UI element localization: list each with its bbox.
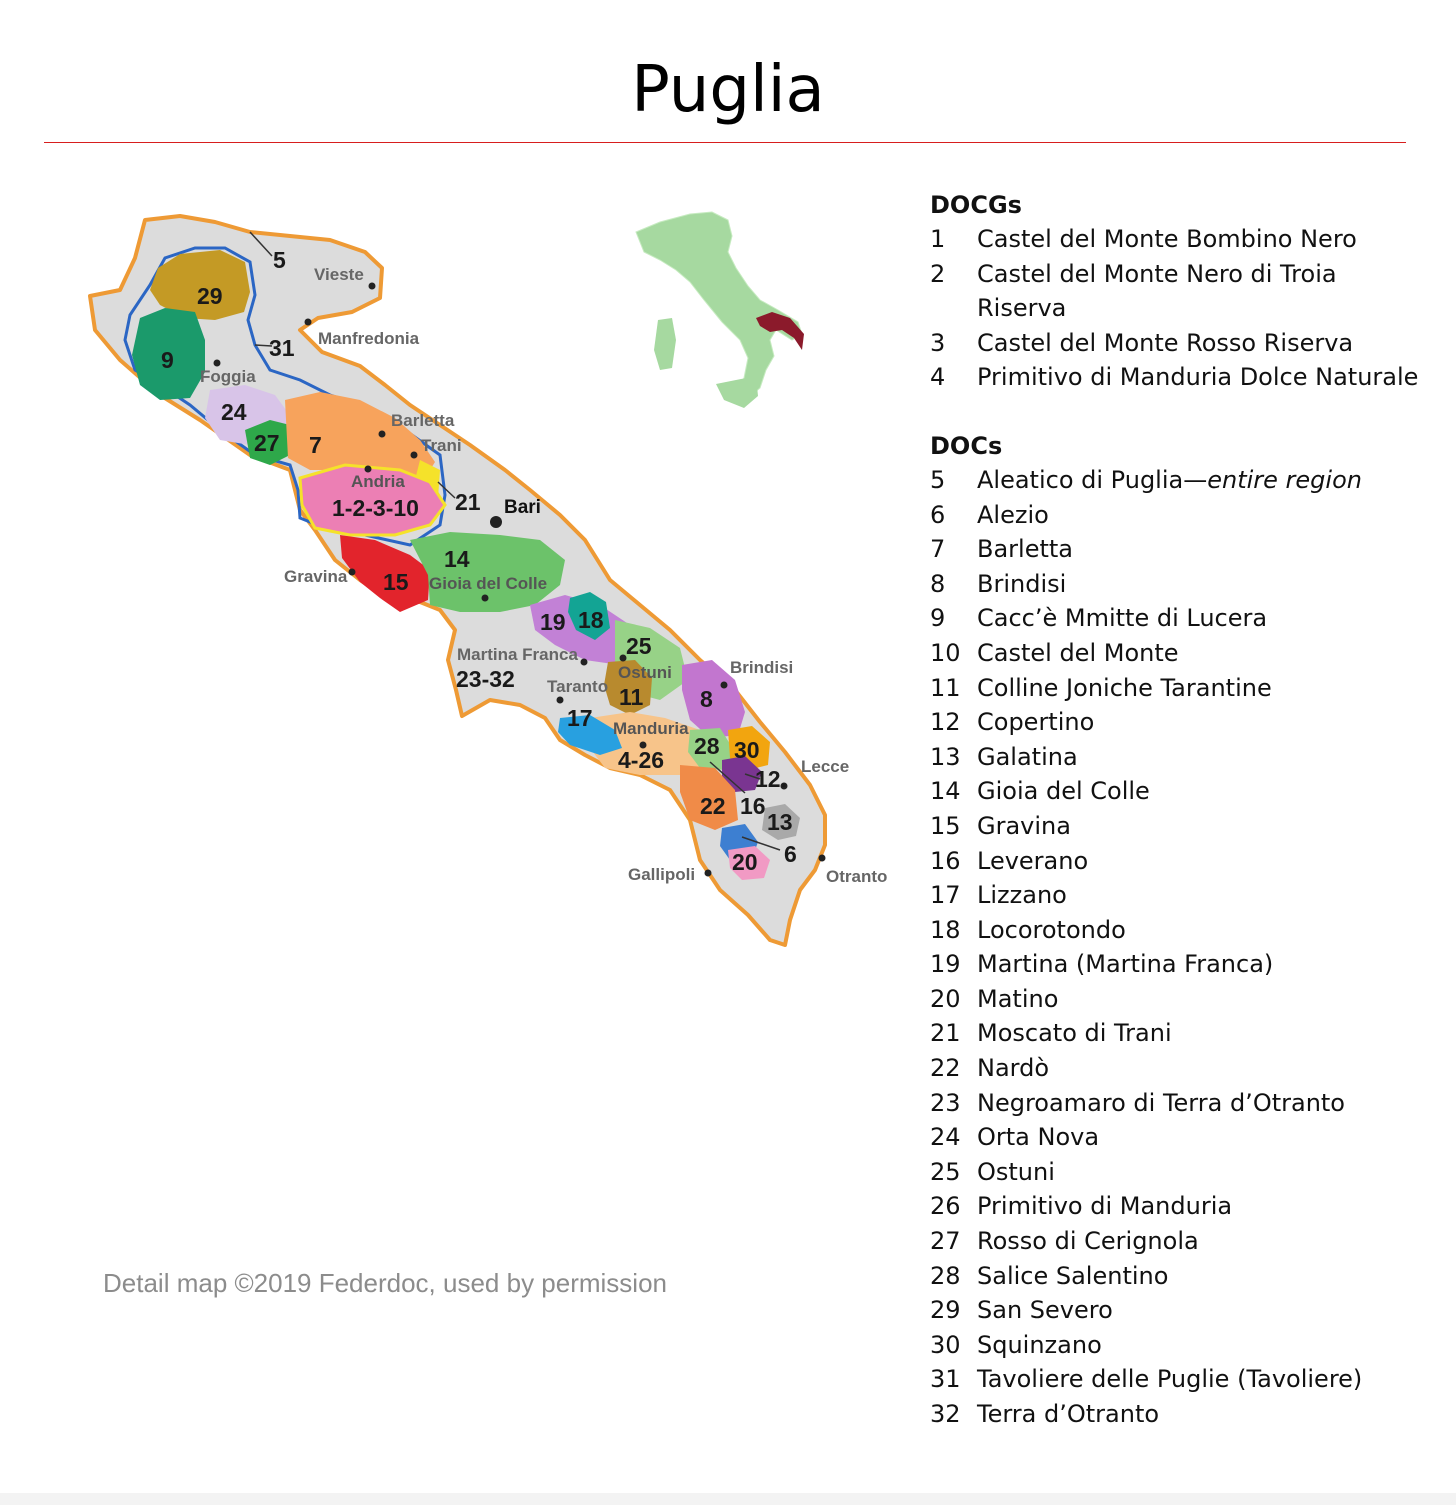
legend-item-label: Cacc’è Mmitte di Lucera <box>977 604 1268 633</box>
legend-item-number: 17 <box>930 881 961 910</box>
zone-7-number: 7 <box>309 432 322 458</box>
doc-heading: DOCs <box>930 431 1003 460</box>
legend-item-number: 22 <box>930 1054 961 1083</box>
legend-item-number: 3 <box>930 328 946 357</box>
vieste-label: Vieste <box>314 265 364 284</box>
page-title: Puglia <box>631 53 825 127</box>
legend-item <box>930 1362 1430 1397</box>
legend-item <box>930 222 1430 257</box>
legend-item-label: Alezio <box>977 500 1049 529</box>
zone-1-2-3-10-number: 1-2-3-10 <box>332 495 419 521</box>
docg-heading: DOCGs <box>930 191 1022 219</box>
legend-item-name <box>977 774 1430 809</box>
legend-item-name <box>977 1155 1430 1190</box>
legend-item <box>930 463 1430 498</box>
legend-item-number: 16 <box>930 846 961 875</box>
andria-label: Andria <box>351 472 405 491</box>
legend-item <box>930 1016 1430 1051</box>
zone-27-number: 27 <box>254 430 280 456</box>
zone-18-number: 18 <box>578 607 604 633</box>
lecce-label: Lecce <box>801 757 850 776</box>
legend-item-name <box>977 913 1430 948</box>
legend-item <box>930 360 1430 395</box>
legend-item <box>930 1051 1430 1086</box>
legend-item-number: 14 <box>930 777 961 806</box>
zone-5-number: 5 <box>273 247 286 273</box>
legend-item-number: 13 <box>930 742 961 771</box>
legend-item-name <box>977 532 1430 567</box>
zone-16-number: 16 <box>740 793 766 819</box>
zone-9-number: 9 <box>161 347 174 373</box>
legend-item-note: entire region <box>1207 465 1362 494</box>
manfredonia-dot <box>305 319 312 326</box>
legend-item-name <box>977 1189 1430 1224</box>
legend-item <box>930 326 1430 361</box>
legend-item-label: Tavoliere delle Puglie (Tavoliere) <box>977 1365 1363 1394</box>
legend-item <box>930 532 1430 567</box>
legend-item-number: 8 <box>930 569 946 598</box>
legend-item-label: Castel del Monte <box>977 638 1179 667</box>
legend-item-name <box>977 326 1430 361</box>
gioia-dot <box>482 595 489 602</box>
legend-item-number: 9 <box>930 604 946 633</box>
manfredonia-label: Manfredonia <box>318 329 420 348</box>
legend-item-label: Castel del Monte Nero di Troia Riserva <box>977 259 1337 323</box>
legend-item-number: 32 <box>930 1400 961 1428</box>
zone-17-number: 17 <box>567 705 593 731</box>
zone-15-number: 15 <box>383 569 409 595</box>
legend-item <box>930 740 1430 775</box>
docg-list <box>930 222 1430 395</box>
legend-item <box>930 601 1430 636</box>
legend-item-number: 30 <box>930 1330 961 1359</box>
manduria-label: Manduria <box>613 719 689 738</box>
legend-item-number: 12 <box>930 708 961 737</box>
legend-item-name <box>977 1120 1430 1155</box>
legend-item <box>930 878 1430 913</box>
taranto-dot <box>557 697 564 704</box>
legend-item-name <box>977 360 1430 395</box>
legend-item-label: Ostuni <box>977 1157 1055 1186</box>
legend-item-label: Moscato di Trani <box>977 1019 1172 1048</box>
legend-item-number: 26 <box>930 1192 961 1221</box>
legend-item-name <box>977 1362 1430 1397</box>
bari-dot <box>490 516 502 528</box>
legend-item-label: San Severo <box>977 1296 1113 1325</box>
legend-item-name <box>977 463 1430 498</box>
martina-label: Martina Franca <box>457 645 578 664</box>
legend-item-label: Copertino <box>977 708 1095 737</box>
brindisi-label: Brindisi <box>730 658 794 677</box>
zone-8-number: 8 <box>700 686 713 712</box>
legend-item-name <box>977 844 1430 879</box>
title-divider <box>44 142 1406 143</box>
legend-item-name <box>977 1224 1430 1259</box>
legend-item-label: Brindisi <box>977 569 1067 598</box>
zone-23-32-number: 23-32 <box>456 666 515 692</box>
legend-item-name <box>977 740 1430 775</box>
puglia-map <box>70 190 900 950</box>
legend-item <box>930 1397 1430 1432</box>
legend-item-label: Gioia del Colle <box>977 777 1150 806</box>
legend-item-name <box>977 1086 1430 1121</box>
legend-item-number: 5 <box>930 465 946 494</box>
legend-item-number: 23 <box>930 1088 961 1117</box>
barletta-dot <box>379 431 386 438</box>
zone-12-number: 12. <box>755 766 787 792</box>
legend-item <box>930 844 1430 879</box>
zone-31-number: 31 <box>269 335 295 361</box>
legend-item-name <box>977 257 1430 326</box>
gravina-dot <box>349 569 356 576</box>
gallipoli-label: Gallipoli <box>628 865 696 884</box>
bottom-strip <box>0 1493 1456 1505</box>
legend-item-label: Primitivo di Manduria Dolce Naturale <box>977 363 1419 392</box>
legend-item-label: Martina (Martina Franca) <box>977 950 1274 979</box>
legend-item-name <box>977 1259 1430 1294</box>
legend-item-name <box>977 601 1430 636</box>
legend-item-name <box>977 498 1430 533</box>
legend-item <box>930 1086 1430 1121</box>
legend-item <box>930 705 1430 740</box>
legend-item-number: 1 <box>930 225 946 253</box>
zone-6-number: 6 <box>784 841 797 867</box>
legend-item-label: Squinzano <box>977 1330 1102 1359</box>
legend-item-name <box>977 947 1430 982</box>
legend-item-name <box>977 671 1430 706</box>
legend-item-label: Rosso di Cerignola <box>977 1227 1199 1256</box>
legend-item <box>930 1189 1430 1224</box>
legend-item <box>930 1328 1430 1363</box>
legend-item-number: 4 <box>930 363 946 392</box>
legend-item-number: 15 <box>930 811 961 840</box>
legend-item <box>930 982 1430 1017</box>
legend-item <box>930 774 1430 809</box>
legend-item-label: Aleatico di Puglia— <box>977 465 1208 494</box>
gravina-label: Gravina <box>284 567 348 586</box>
martina-dot <box>581 659 588 666</box>
trani-label: Trani <box>421 436 462 455</box>
legend-item-label: Negroamaro di Terra d’Otranto <box>977 1088 1345 1117</box>
foggia-dot <box>214 360 221 367</box>
legend-item <box>930 1224 1430 1259</box>
taranto-label: Taranto <box>547 677 609 696</box>
vieste-dot <box>369 283 376 290</box>
legend-item-label: Salice Salentino <box>977 1261 1169 1290</box>
legend-item-name <box>977 809 1430 844</box>
zone-28-number: 28 <box>694 733 720 759</box>
legend-item-number: 24 <box>930 1123 961 1152</box>
legend-item-label: Castel del Monte Rosso Riserva <box>977 328 1354 357</box>
legend-item <box>930 567 1430 602</box>
legend-item-number: 6 <box>930 500 946 529</box>
legend-item-label: Nardò <box>977 1054 1050 1083</box>
legend-item <box>930 498 1430 533</box>
legend-item <box>930 1293 1430 1328</box>
legend-item-name <box>977 1397 1430 1432</box>
legend-item-number: 7 <box>930 535 946 564</box>
gallipoli-dot <box>705 870 712 877</box>
legend-item-name <box>977 705 1430 740</box>
otranto-label: Otranto <box>826 867 888 886</box>
legend-item <box>930 1120 1430 1155</box>
legend-item-label: Galatina <box>977 742 1078 771</box>
legend-item-number: 19 <box>930 950 961 979</box>
barletta-label: Barletta <box>391 411 455 430</box>
legend-item-name <box>977 982 1430 1017</box>
doc-list <box>930 463 1430 1432</box>
legend-item-name <box>977 878 1430 913</box>
legend-item-name <box>977 1328 1430 1363</box>
zone-22-number: 22 <box>700 793 726 819</box>
legend-item-number: 29 <box>930 1296 961 1325</box>
legend-item <box>930 671 1430 706</box>
zone-21-number: 21 <box>455 489 481 515</box>
legend-item <box>930 636 1430 671</box>
sardinia-shape <box>654 318 676 370</box>
zone-13-number: 13 <box>767 809 793 835</box>
appellation-legend <box>930 188 1430 1432</box>
legend-item-number: 27 <box>930 1227 961 1256</box>
legend-item <box>930 1155 1430 1190</box>
legend-item-label: Matino <box>977 984 1059 1013</box>
legend-item-label: Leverano <box>977 846 1089 875</box>
legend-item-number: 10 <box>930 638 961 667</box>
brindisi-dot <box>721 682 728 689</box>
zone-14-number: 14 <box>444 546 470 572</box>
gioia-label: Gioia del Colle <box>429 574 548 593</box>
legend-item-name <box>977 567 1430 602</box>
zone-20-number: 20 <box>732 849 758 875</box>
legend-item <box>930 257 1430 326</box>
legend-item-number: 2 <box>930 259 946 288</box>
legend-item-name <box>977 1293 1430 1328</box>
zone-11-number: 11 <box>619 684 644 710</box>
legend-item <box>930 913 1430 948</box>
legend-item-label: Castel del Monte Bombino Nero <box>977 225 1357 253</box>
legend-item-name <box>977 222 1430 257</box>
legend-item-number: 18 <box>930 915 961 944</box>
legend-item-label: Gravina <box>977 811 1071 840</box>
foggia-label: Foggia <box>200 367 256 386</box>
sicily-shape <box>716 376 758 408</box>
italy-inset-map <box>636 212 804 408</box>
zone-19-number: 19 <box>540 609 566 635</box>
legend-item <box>930 809 1430 844</box>
legend-item-name <box>977 1016 1430 1051</box>
trani-dot <box>411 452 418 459</box>
legend-item <box>930 1259 1430 1294</box>
legend-item-number: 21 <box>930 1019 961 1048</box>
zone-25-number: 25 <box>626 633 652 659</box>
legend-item-label: Barletta <box>977 535 1073 564</box>
legend-item <box>930 947 1430 982</box>
legend-item-label: Lizzano <box>977 881 1067 910</box>
legend-item-number: 28 <box>930 1261 961 1290</box>
bari-label: Bari <box>504 497 541 518</box>
zone-24-number: 24 <box>221 399 247 425</box>
map-credit: Detail map ©2019 Federdoc, used by permission <box>103 1268 668 1298</box>
legend-item-number: 20 <box>930 984 961 1013</box>
legend-item-number: 25 <box>930 1157 961 1186</box>
zone-30-number: 30 <box>734 737 760 763</box>
otranto-dot <box>819 855 826 862</box>
legend-item-label: Primitivo di Manduria <box>977 1192 1233 1221</box>
ostuni-label: Ostuni <box>618 663 672 682</box>
legend-item-number: 31 <box>930 1365 961 1394</box>
legend-item-name <box>977 1051 1430 1086</box>
legend-item-label: Orta Nova <box>977 1123 1100 1152</box>
zone-4-26-number: 4-26 <box>618 747 665 773</box>
legend-item-label: Locorotondo <box>977 915 1126 944</box>
zone-29-number: 29 <box>197 283 223 309</box>
legend-item-number: 11 <box>930 673 961 702</box>
italy-peninsula-shape <box>636 212 802 398</box>
legend-item-label: Terra d’Otranto <box>977 1400 1160 1428</box>
legend-item-label: Colline Joniche Tarantine <box>977 673 1272 702</box>
legend-item-name <box>977 636 1430 671</box>
